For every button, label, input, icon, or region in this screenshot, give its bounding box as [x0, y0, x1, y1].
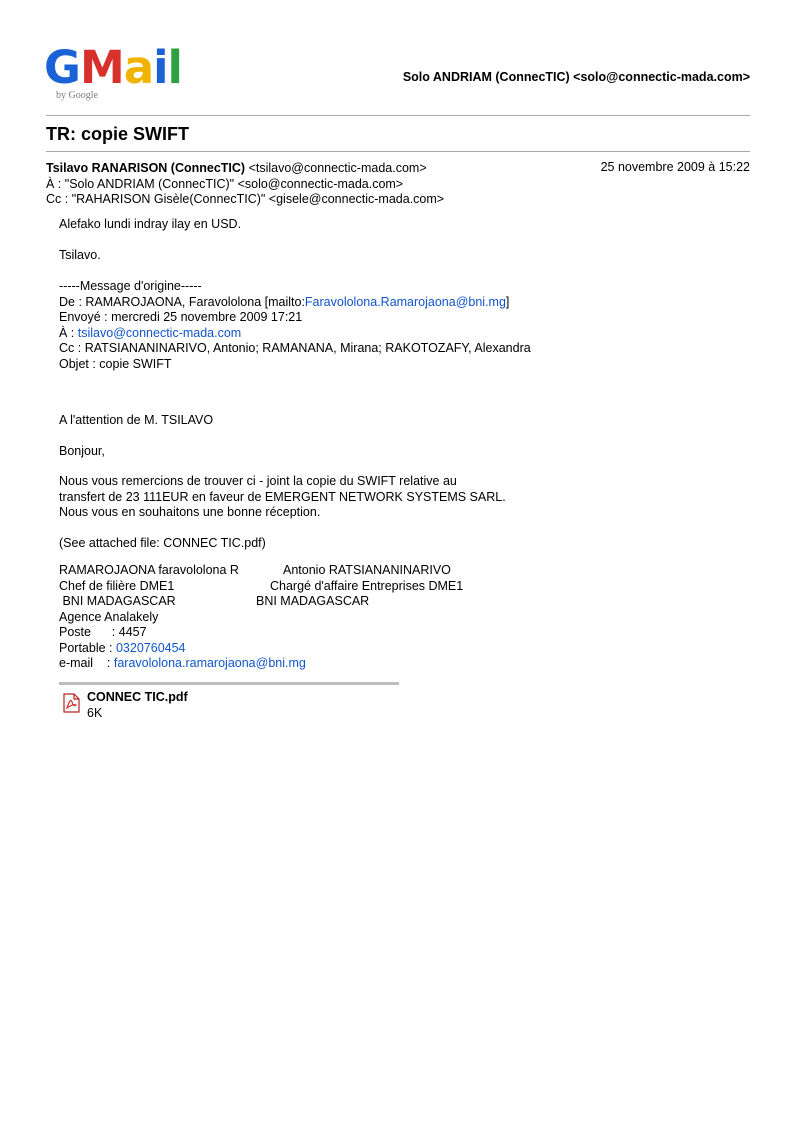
logo-letter-g: G — [44, 41, 80, 94]
signature-email-link[interactable]: faravololona.ramarojaona@bni.mg — [113, 656, 306, 670]
original-from-link[interactable]: Faravololona.Ramarojaona@bni.mg — [304, 294, 506, 309]
cc-line: Cc : "RAHARISON Gisèle(ConnecTIC)" <gisele@connectic-mada.com> — [46, 192, 445, 206]
signature-company-2: BNI MADAGASCAR — [256, 594, 370, 608]
signature-right — [256, 563, 464, 610]
sender-line — [46, 160, 427, 176]
email-subject: TR: copie SWIFT — [46, 124, 189, 144]
pdf-file-icon[interactable] — [63, 693, 80, 713]
signature-poste: Poste : 4457 — [59, 625, 147, 639]
original-from: De : RAMAROJAONA, Faravololona [mailto:Faravololona.Ramarojaona@bni.mg] — [59, 294, 510, 309]
signature-email: e-mail : faravololona.ramarojaona@bni.mg — [59, 656, 306, 670]
account-label: Solo ANDRIAM (ConnecTIC) <solo@connectic-mada.com> — [402, 70, 750, 84]
logo-byline: by Google — [56, 90, 98, 101]
original-to: À : tsilavo@connectic-mada.com — [59, 325, 242, 340]
signature-left — [59, 563, 306, 672]
signature-agency: Agence Analakely — [59, 609, 159, 624]
gmail-logo — [44, 42, 184, 106]
signature-portable: Portable : 0320760454 — [59, 640, 186, 655]
top-divider — [46, 115, 750, 116]
original-message-separator: -----Message d'origine----- — [59, 279, 202, 293]
body-line: Alefako lundi indray ilay en USD. — [59, 217, 242, 231]
paragraph-line: transfert de 23 111EUR en faveur de EMERGENT NETWORK SYSTEMS SARL. — [59, 489, 506, 504]
email-date: 25 novembre 2009 à 15:22 — [600, 160, 750, 174]
original-cc: Cc : RATSIANANINARIVO, Antonio; RAMANANA, Mirana; RAKOTOZAFY, Alexandra — [59, 341, 531, 355]
logo-letter-m: M — [79, 41, 124, 94]
signature-company: BNI MADAGASCAR — [59, 594, 176, 608]
attachment-name[interactable]: CONNEC TIC.pdf — [87, 690, 188, 704]
logo-letter-i: i — [153, 41, 168, 94]
greeting: Bonjour, — [59, 443, 105, 458]
message-body — [59, 217, 531, 372]
attachment-size: 6K — [87, 706, 103, 720]
logo-letter-l: l — [167, 41, 182, 94]
attached-file-note: (See attached file: CONNEC TIC.pdf) — [59, 535, 266, 550]
attention-line: A l'attention de M. TSILAVO — [59, 413, 214, 427]
original-to-link[interactable]: tsilavo@connectic-mada.com — [77, 325, 242, 340]
signature-name-2: Antonio RATSIANANINARIVO — [283, 563, 451, 577]
message-content — [59, 413, 506, 551]
body-signoff: Tsilavo. — [59, 248, 101, 262]
logo-letter-a: a — [123, 41, 154, 94]
signature-name: RAMAROJAONA faravololona R — [59, 563, 239, 577]
subject-divider — [46, 151, 750, 152]
signature-title: Chef de filière DME1 — [59, 578, 175, 593]
paragraph-line: Nous vous remercions de trouver ci - joint la copie du SWIFT relative au — [59, 474, 457, 488]
attachment-divider — [59, 682, 399, 685]
original-sent: Envoyé : mercredi 25 novembre 2009 17:21 — [59, 310, 303, 324]
paragraph-line: Nous vous en souhaitons une bonne réception. — [59, 505, 321, 519]
sender-email: <tsilavo@connectic-mada.com> — [248, 161, 427, 175]
signature-title-2: Chargé d'affaire Entreprises DME1 — [270, 578, 464, 593]
gmail-logo-word — [44, 42, 184, 94]
original-subject: Objet : copie SWIFT — [59, 356, 172, 371]
sender-name: Tsilavo RANARISON (ConnecTIC) — [46, 161, 246, 175]
recipient-line: À : "Solo ANDRIAM (ConnecTIC)" <solo@connectic-mada.com> — [46, 177, 404, 191]
phone-link[interactable]: 0320760454 — [115, 640, 186, 655]
